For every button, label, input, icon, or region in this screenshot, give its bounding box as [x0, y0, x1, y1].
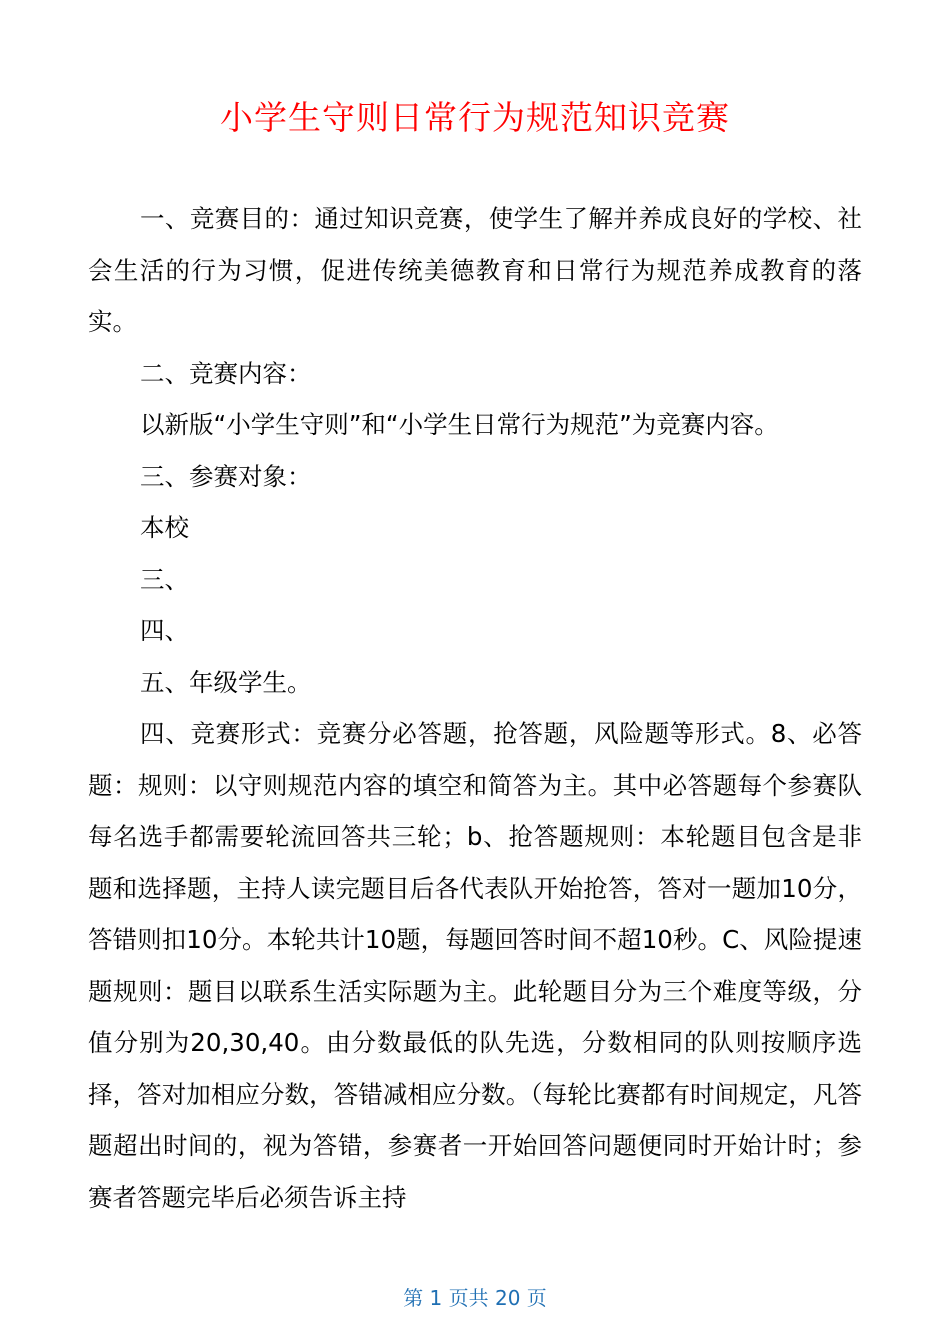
paragraph-format: 四、竞赛形式：竞赛分必答题，抢答题，风险题等形式。8、必答题：规则：以守则规范内容的填空和简答为主。其中必答题每个参赛队每名选手都需要轮流回答共三轮；b、抢答题规则：本轮题目包含是非题和选择题，主持人读完题目后各代表队开始抢答，答对一题加10分，答错则扣10分。本轮共计10题，每题回答时间不超10秒。C、风险提速题规则：题目以联系生活实际题为主。此轮题目分为三个难度等级，分值分别为20,30,40。由分数最低的队先选，分数相同的队则按顺序选择，答对加相应分数，答错减相应分数。（每轮比赛都有时间规定，凡答题超出时间的，视为答错，参赛者一开始回答问题便同时开始计时；参赛者答题完毕后必须告诉主持 [88, 719, 862, 1212]
paragraph-content: 以新版“小学生守则”和“小学生日常行为规范”为竞赛内容。 [140, 410, 779, 439]
page-footer: 第 1 页共 20 页 [403, 1286, 547, 1310]
document-body [88, 193, 862, 1223]
paragraph-participants: 本校 [140, 513, 189, 542]
paragraph-grade-three: 三、 [140, 564, 189, 594]
paragraph-content-heading: 二、竞赛内容： [140, 358, 312, 388]
paragraph-grade-five: 五、年级学生。 [140, 667, 312, 697]
paragraph-grade-four: 四、 [140, 616, 189, 645]
paragraph-purpose: 一、竞赛目的：通过知识竞赛，使学生了解并养成良好的学校、社会生活的行为习惯，促进传统美德教育和日常行为规范养成教育的落实。 [88, 204, 862, 336]
document-title: 小学生守则日常行为规范知识竞赛 [220, 98, 730, 137]
paragraph-participants-heading: 三、参赛对象： [140, 461, 312, 491]
